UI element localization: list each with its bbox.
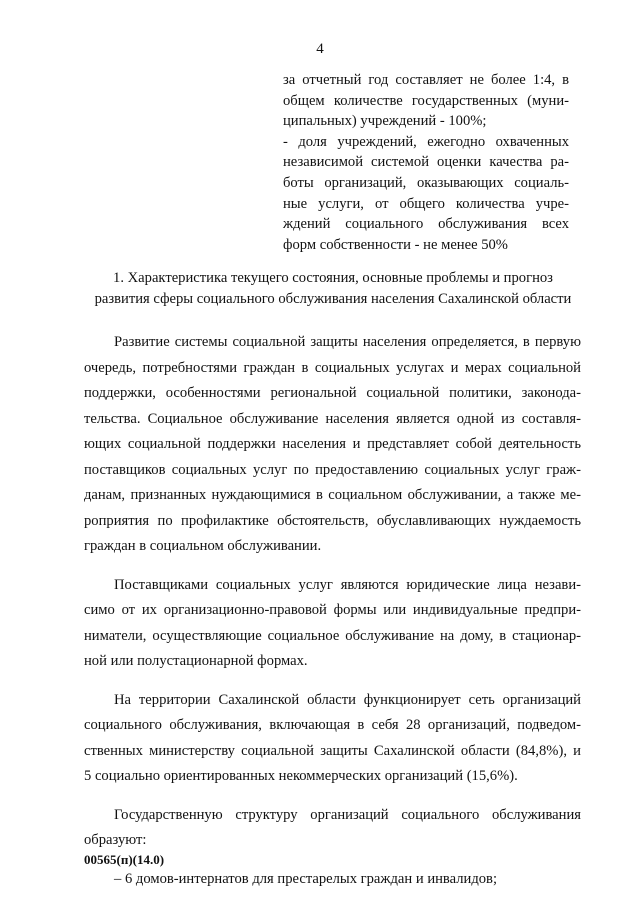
text-line: социального обслуживания, включающая в себя 28 организаций, подведом- xyxy=(84,717,581,733)
text-line: ственных министерству социальной защиты Сахалинской области (84,8%), и xyxy=(84,742,581,759)
section-heading xyxy=(83,268,583,310)
text-line: - доля учреждений, ежегодно охваченных xyxy=(283,133,569,150)
text-line: боты организаций, оказывающих социаль- xyxy=(283,174,569,191)
paragraph xyxy=(84,573,581,675)
body-text xyxy=(84,330,581,892)
text-line: ной или полустационарной формах. xyxy=(84,653,308,669)
page-number: 4 xyxy=(316,41,324,57)
text-line: ждений социального обслуживания всех xyxy=(283,216,569,233)
text-line: роприятия по профилактике обстоятельств, обуславливающих нуждаемость xyxy=(84,512,581,529)
paragraph xyxy=(84,803,581,854)
paragraph xyxy=(84,330,581,560)
text-line: 5 социально ориентированных некоммерческих организаций (15,6%). xyxy=(84,768,518,784)
indicator-list-continuation xyxy=(283,70,569,255)
text-line: ющих социальной поддержки населения и представляет собой деятельность xyxy=(84,436,581,452)
text-line: граждан в социальном обслуживании. xyxy=(84,538,322,554)
text-line: общем количестве государственных (муни- xyxy=(283,92,569,109)
text-line: форм собственности - не менее 50% xyxy=(283,236,508,253)
paragraph xyxy=(84,867,581,893)
text-line: образуют: xyxy=(84,832,147,848)
text-line: ниматели, осуществляющие социальное обслуживание на дому, в стационар- xyxy=(84,627,581,644)
text-line: данам, признанных нуждающимися в социальном обслуживании, а также ме- xyxy=(84,487,581,503)
text-line: поддержки, особенностями региональной социальной политики, законода- xyxy=(84,385,581,401)
text-line: Поставщиками социальных услуг являются юридические лица незави- xyxy=(114,576,581,593)
document-code: 00565(п)(14.0) xyxy=(84,852,165,867)
text-line: ципальных) учреждений - 100%; xyxy=(283,113,487,130)
text-line: симо от их организационно-правовой формы или индивидуальные предпри- xyxy=(84,602,581,618)
heading-line: развития сферы социального обслуживания населения Сахалинской области xyxy=(94,291,572,307)
text-line: Развитие системы социальной защиты населения определяется, в первую xyxy=(114,334,581,350)
text-line: независимой системой оценки качества ра- xyxy=(283,154,569,171)
heading-line: 1. Характеристика текущего состояния, основные проблемы и прогноз xyxy=(113,270,553,286)
text-line: за отчетный год составляет не более 1:4, в xyxy=(283,72,569,88)
text-line: На территории Сахалинской области функционирует сеть организаций xyxy=(114,691,581,708)
text-line: ные услуги, от общего количества учре- xyxy=(283,195,569,212)
text-line: – 6 домов-интернатов для престарелых граждан и инвалидов; xyxy=(114,870,498,887)
text-line: очередь, потребностями граждан в социальных услугах и мерах социальной xyxy=(84,359,581,376)
text-line: тельства. Социальное обслуживание населения является одной из составля- xyxy=(84,410,581,427)
text-line: поставщиков социальных услуг по предоставлению социальных услуг граж- xyxy=(84,461,581,478)
text-line: Государственную структуру организаций социального обслуживания xyxy=(114,806,581,823)
paragraph xyxy=(84,688,581,790)
